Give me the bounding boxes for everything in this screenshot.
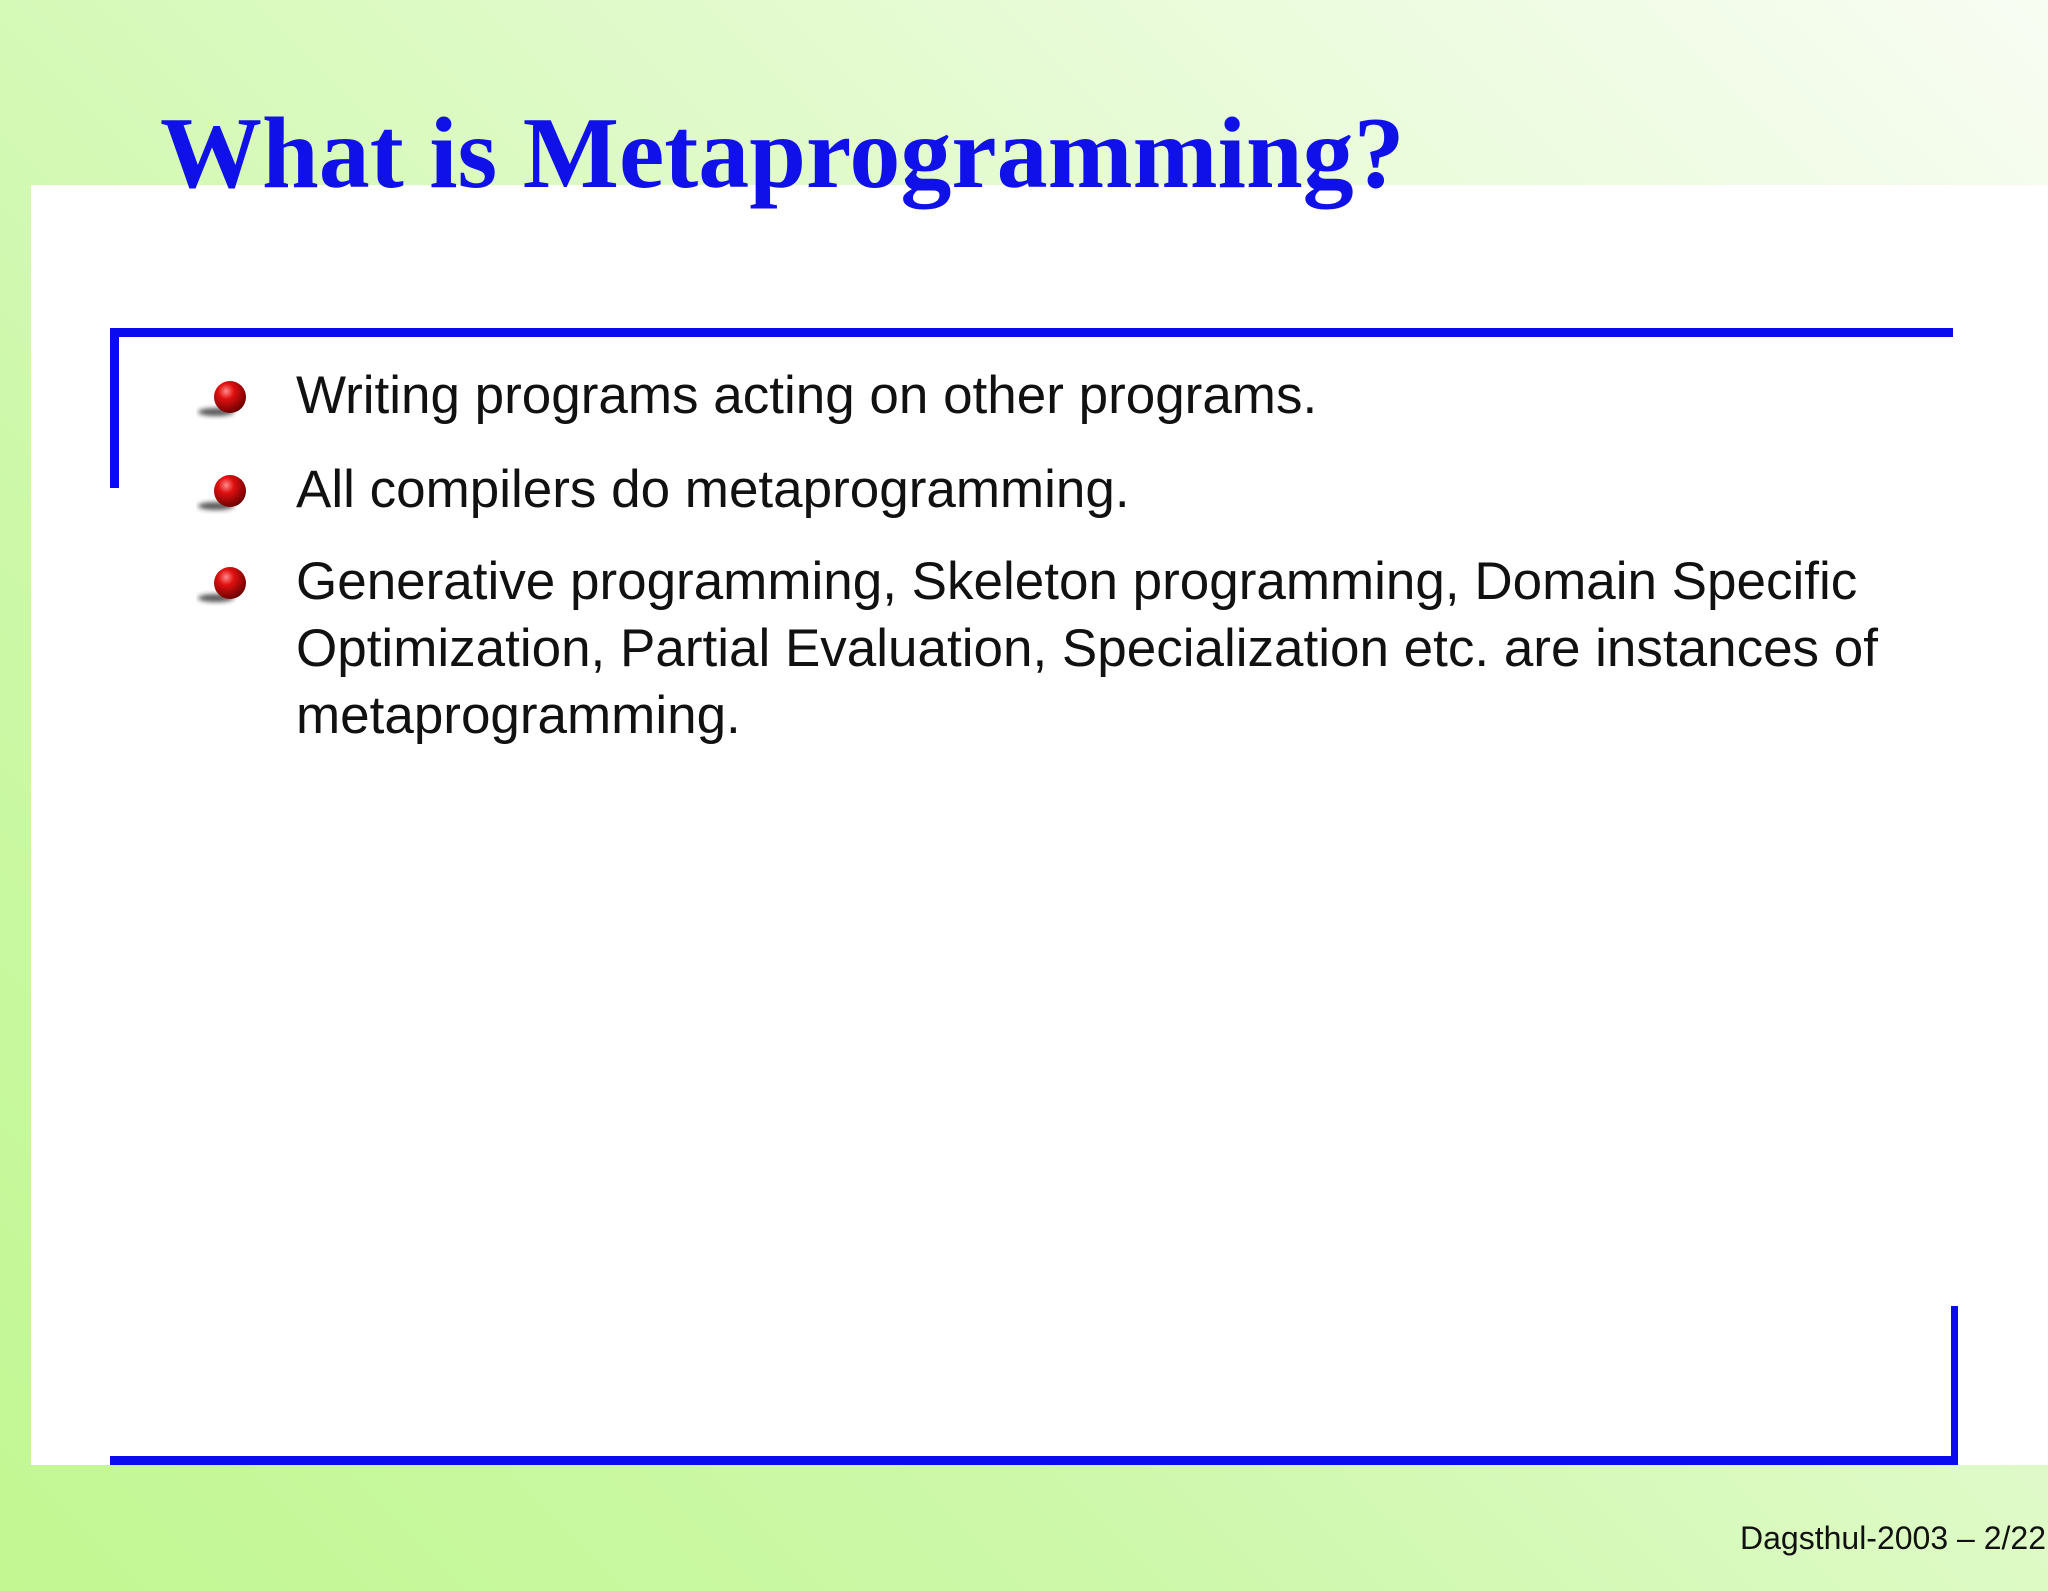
red-ball-bullet-icon	[196, 563, 256, 608]
slide-footer: Dagsthul-2003 – 2/22	[1740, 1520, 2046, 1556]
red-ball-bullet-icon	[196, 377, 256, 422]
bullet-text: Generative programming, Skeleton programming, Domain Specific Optimization, Partial Evaluation, Specialization etc. are instances of metaprogramming.	[296, 552, 1878, 745]
red-ball-bullet-icon	[196, 471, 256, 516]
bullet-text: Writing programs acting on other programs.	[296, 366, 1318, 425]
bullet-text: All compilers do metaprogramming.	[296, 460, 1130, 519]
slide-title: What is Metaprogramming?	[160, 97, 1405, 210]
